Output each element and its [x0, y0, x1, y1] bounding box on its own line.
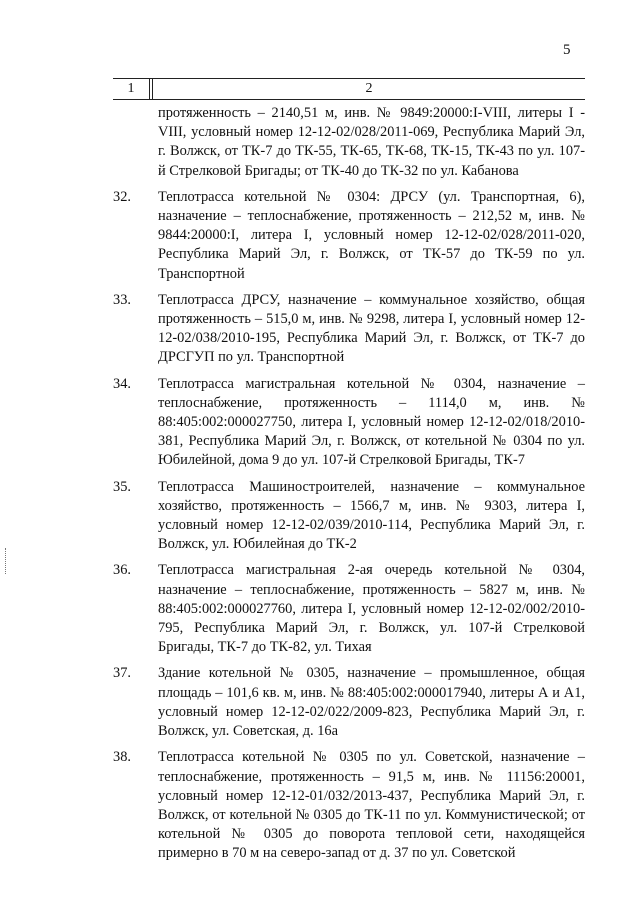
entry-number: 33. — [113, 291, 131, 308]
column-header-1: 1 — [113, 79, 150, 99]
entry-number: 37. — [113, 665, 131, 682]
entry-number: 32. — [113, 188, 131, 205]
entry-text: Теплотрасса Машиностроителей, назначение – коммунальное хозяйство, протяженность – 1566,7 м, инв. № 9303, литера I, условный номер 12-12-02/039/2010-114, Республика Марий Эл, г. Волжск, ул. Юбилейная до ТК-2 — [158, 478, 585, 553]
list-item-continuation — [113, 104, 585, 181]
list-item — [113, 478, 585, 555]
list-item — [113, 375, 585, 471]
list-item — [113, 188, 585, 284]
entry-text: Теплотрасса котельной № 0304: ДРСУ (ул. Транспортная, 6), назначение – теплоснабжение, протяженность – 212,52 м, инв. № 9844:20000:I, литера I, условный номер 12-12-02/028/2011-020, Республика Марий Эл, г. Волжск, от ТК-57 до ТК-59 по ул. Транспортной — [158, 188, 585, 282]
page-number: 5 — [563, 42, 571, 58]
property-list — [113, 104, 585, 871]
list-item — [113, 748, 585, 863]
entry-text: Здание котельной № 0305, назначение – промышленное, общая площадь – 101,6 кв. м, инв. № 88:405:002:000017940, литеры А и А1, условный номер 12-12-02/022/2009-823, Республика Марий Эл, г. Волжск, ул. Советская, д. 16а — [158, 665, 585, 740]
entry-text: Теплотрасса магистральная котельной № 0304, назначение – теплоснабжение, протяженность – 1114,0 м, инв. № 88:405:002:000027750, литера I, условный номер 12-12-02/018/2010-381, Республика Марий Эл, г. Волжск, от котельной № 0304 по ул. Юбилейной, дома 9 до ул. 107-й Стрелковой Бригады, ТК-7 — [158, 375, 585, 469]
entry-number: 38. — [113, 749, 131, 766]
entry-number: 34. — [113, 375, 131, 392]
entry-text: Теплотрасса ДРСУ, назначение – коммунальное хозяйство, общая протяженность – 515,0 м, инв. № 9298, литера I, условный номер 12-12-02/038/2010-195, Республика Марий Эл, г. Волжск, от ТК-7 до ДРСГУП по ул. Транспортной — [158, 291, 585, 366]
list-item — [113, 291, 585, 368]
entry-number: 36. — [113, 562, 131, 579]
entry-text: Теплотрасса магистральная 2-ая очередь котельной № 0304, назначение – теплоснабжение, протяженность – 5827 м, инв. № 88:405:002:000027760, литера I, условный номер 12-12-02/002/2010-795, Республика Марий Эл, г. Волжск, ул. 107-й Стрелковой Бригады, ТК-7 до ТК-82, ул. Тихая — [158, 562, 585, 656]
list-item — [113, 664, 585, 741]
list-item — [113, 561, 585, 657]
table-column-header — [113, 78, 585, 100]
entry-text: протяженность – 2140,51 м, инв. № 9849:20000:I-VIII, литеры I - VIII, условный номер 12-12-02/028/2011-069, Республика Марий Эл, г. Волжск, от ТК-7 до ТК-55, ТК-65, ТК-68, ТК-15, ТК-43 по ул. 107-й Стрелковой Бригады; от ТК-40 до ТК-32 по ул. Кабанова — [158, 105, 585, 179]
binding-margin-mark — [5, 548, 7, 574]
column-header-2: 2 — [152, 79, 585, 99]
entry-number: 35. — [113, 478, 131, 495]
entry-text: Теплотрасса котельной № 0305 по ул. Советской, назначение – теплоснабжение, протяженность – 91,5 м, инв. № 11156:20001, условный номер 12-12-01/032/2013-437, Республика Марий Эл, г. Волжск, от котельной № 0305 до ТК-11 по ул. Коммунистической; от котельной № 0305 до поворота тепловой сети, находящейся примерно в 70 м на северо-запад от д. 37 по ул. Советской — [158, 749, 585, 862]
